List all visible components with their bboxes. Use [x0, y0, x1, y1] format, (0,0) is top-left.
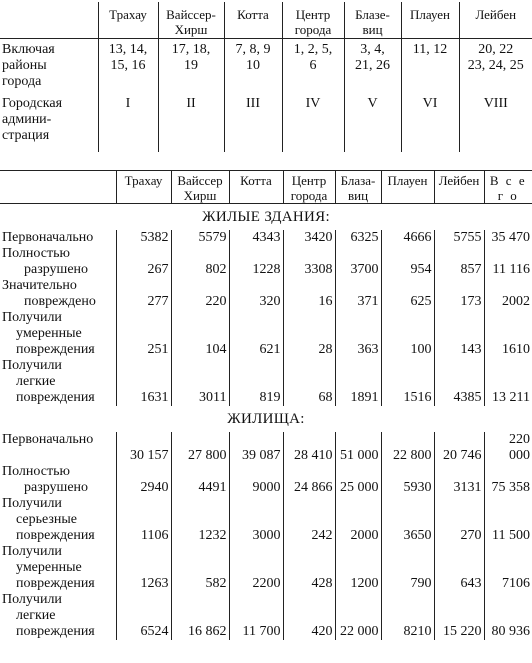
row-label: [0, 246, 116, 278]
cell: 75 358: [484, 464, 532, 496]
row-label: [0, 496, 116, 544]
cell: 1200: [335, 544, 381, 592]
table-row: [0, 432, 532, 464]
row-label-line: повреждения: [16, 624, 95, 639]
damage-header-row: [0, 171, 532, 204]
cell: 1516: [381, 358, 434, 406]
row-label: Городская админи- страция: [2, 96, 63, 143]
cell: 371: [335, 278, 381, 310]
cell: 428: [283, 544, 335, 592]
section-title-row: [0, 204, 532, 231]
cell: 4491: [171, 464, 229, 496]
cell: 28: [283, 310, 335, 358]
row-label: [0, 278, 116, 310]
cell: 420: [283, 592, 335, 640]
district-header: В с е г о: [484, 171, 532, 204]
cell: II: [158, 90, 224, 152]
row-label-line: повреждения: [16, 576, 95, 591]
damage-table: [0, 170, 532, 640]
cell: V: [344, 90, 401, 152]
cell: 790: [381, 544, 434, 592]
cell: 1631: [116, 358, 171, 406]
district-header: Трахау: [98, 2, 158, 39]
table-row: [0, 246, 532, 278]
cell: 27 800: [171, 432, 229, 464]
districts-header-row: [0, 2, 532, 39]
cell: 270: [434, 496, 484, 544]
cell: 24 866: [283, 464, 335, 496]
row-label-line: Полностью: [2, 464, 70, 479]
row-label-line: Полностью: [2, 246, 70, 261]
cell: 15 220: [434, 592, 484, 640]
cell: 3, 4, 21, 26: [344, 39, 401, 91]
cell: 363: [335, 310, 381, 358]
cell: 1106: [116, 496, 171, 544]
cell: 819: [229, 358, 283, 406]
cell: 242: [283, 496, 335, 544]
cell: 5930: [381, 464, 434, 496]
cell: 2940: [116, 464, 171, 496]
cell: 3308: [283, 246, 335, 278]
row-label: [0, 310, 116, 358]
district-header: Центр города: [282, 2, 344, 39]
district-header: Лейбен: [459, 2, 532, 39]
table-row: [0, 358, 532, 406]
cell: 5382: [116, 230, 171, 246]
cell: VI: [401, 90, 459, 152]
district-header: Плауен: [401, 2, 459, 39]
cell: 802: [171, 246, 229, 278]
cell: 51 000: [335, 432, 381, 464]
cell: 3420: [283, 230, 335, 246]
cell: 30 157: [116, 432, 171, 464]
cell: 621: [229, 310, 283, 358]
row-label: [0, 230, 116, 246]
damage-header-corner: [0, 171, 116, 204]
table-row: [0, 278, 532, 310]
section-title: ЖИЛИЩА:: [227, 411, 305, 427]
row-label-line: повреждено: [24, 294, 96, 309]
cell: 3700: [335, 246, 381, 278]
row-label-line: легкие: [16, 374, 56, 389]
cell: III: [224, 90, 282, 152]
cell: 68: [283, 358, 335, 406]
cell: 2000: [335, 496, 381, 544]
cell: VIII: [459, 90, 532, 152]
cell: 3000: [229, 496, 283, 544]
district-header: Трахау: [116, 171, 171, 204]
cell: 13 211: [484, 358, 532, 406]
cell: 7106: [484, 544, 532, 592]
cell: 3131: [434, 464, 484, 496]
cell: 16 862: [171, 592, 229, 640]
row-label-line: разрушено: [24, 262, 89, 277]
cell: 11 700: [229, 592, 283, 640]
cell: 20, 22 23, 24, 25: [459, 39, 532, 91]
cell: 1, 2, 5, 6: [282, 39, 344, 91]
cell: 1228: [229, 246, 283, 278]
district-header: Плауен: [381, 171, 434, 204]
cell: 35 470: [484, 230, 532, 246]
cell: 1891: [335, 358, 381, 406]
table-row: [0, 544, 532, 592]
district-header: Блаза- виц: [335, 171, 381, 204]
cell: 16: [283, 278, 335, 310]
cell: 11 500: [484, 496, 532, 544]
cell: 220 000: [484, 432, 532, 464]
row-label-line: Первоначально: [2, 230, 94, 245]
districts-row-administration: [0, 90, 532, 152]
table-row: [0, 592, 532, 640]
cell: 9000: [229, 464, 283, 496]
cell: 4343: [229, 230, 283, 246]
cell: 320: [229, 278, 283, 310]
row-label: [0, 544, 116, 592]
district-header: Вайссер Хирш: [171, 171, 229, 204]
table-row: [0, 230, 532, 246]
cell: 2002: [484, 278, 532, 310]
row-label: Включая районы города: [2, 42, 55, 89]
districts-header-corner: [0, 2, 98, 39]
row-label-line: легкие: [16, 608, 56, 623]
cell: 643: [434, 544, 484, 592]
row-label-line: Получили: [2, 358, 62, 373]
cell: 25 000: [335, 464, 381, 496]
row-label-line: Значительно: [2, 278, 77, 293]
cell: I: [98, 90, 158, 152]
cell: 6325: [335, 230, 381, 246]
row-label-line: Получили: [2, 592, 62, 607]
cell: 39 087: [229, 432, 283, 464]
cell: 5755: [434, 230, 484, 246]
cell: 582: [171, 544, 229, 592]
cell: 104: [171, 310, 229, 358]
row-label-line: умеренные: [16, 326, 82, 341]
cell: 22 000: [335, 592, 381, 640]
cell: 857: [434, 246, 484, 278]
table-row: [0, 464, 532, 496]
row-label: [0, 432, 116, 464]
row-label-line: Получили: [2, 544, 62, 559]
cell: 954: [381, 246, 434, 278]
cell: 28 410: [283, 432, 335, 464]
row-label-line: разрушено: [24, 480, 89, 495]
row-label-line: повреждения: [16, 342, 95, 357]
cell: 11, 12: [401, 39, 459, 91]
row-label: [0, 464, 116, 496]
cell: 6524: [116, 592, 171, 640]
cell: 4666: [381, 230, 434, 246]
row-label: [0, 592, 116, 640]
cell: 1263: [116, 544, 171, 592]
cell: 80 936: [484, 592, 532, 640]
cell: IV: [282, 90, 344, 152]
section-title: ЖИЛЫЕ ЗДАНИЯ:: [202, 209, 330, 225]
district-header: Лейбен: [434, 171, 484, 204]
cell: 3011: [171, 358, 229, 406]
district-header: Вайссер- Хирш: [158, 2, 224, 39]
districts-row-areas: [0, 39, 532, 91]
cell: 7, 8, 9 10: [224, 39, 282, 91]
row-label-line: Первоначально: [2, 432, 94, 447]
cell: 267: [116, 246, 171, 278]
cell: 11 116: [484, 246, 532, 278]
cell: 17, 18, 19: [158, 39, 224, 91]
section-title-row: [0, 406, 532, 432]
row-label: [0, 358, 116, 406]
cell: 22 800: [381, 432, 434, 464]
row-label-line: серьезные: [16, 512, 78, 527]
table-row: [0, 496, 532, 544]
cell: 2200: [229, 544, 283, 592]
row-label-line: Получили: [2, 310, 62, 325]
districts-table: [0, 2, 532, 152]
district-header: Центр города: [283, 171, 335, 204]
cell: 220: [171, 278, 229, 310]
cell: 8210: [381, 592, 434, 640]
district-header: Котта: [224, 2, 282, 39]
row-label-line: повреждения: [16, 390, 95, 405]
row-label-line: Получили: [2, 496, 62, 511]
cell: 13, 14, 15, 16: [98, 39, 158, 91]
cell: 143: [434, 310, 484, 358]
cell: 4385: [434, 358, 484, 406]
cell: 5579: [171, 230, 229, 246]
row-label-line: умеренные: [16, 560, 82, 575]
row-label-line: повреждения: [16, 528, 95, 543]
cell: 100: [381, 310, 434, 358]
cell: 277: [116, 278, 171, 310]
cell: 173: [434, 278, 484, 310]
district-header: Котта: [229, 171, 283, 204]
table-row: [0, 310, 532, 358]
district-header: Блазе- виц: [344, 2, 401, 39]
cell: 1232: [171, 496, 229, 544]
cell: 3650: [381, 496, 434, 544]
cell: 20 746: [434, 432, 484, 464]
cell: 1610: [484, 310, 532, 358]
cell: 625: [381, 278, 434, 310]
cell: 251: [116, 310, 171, 358]
